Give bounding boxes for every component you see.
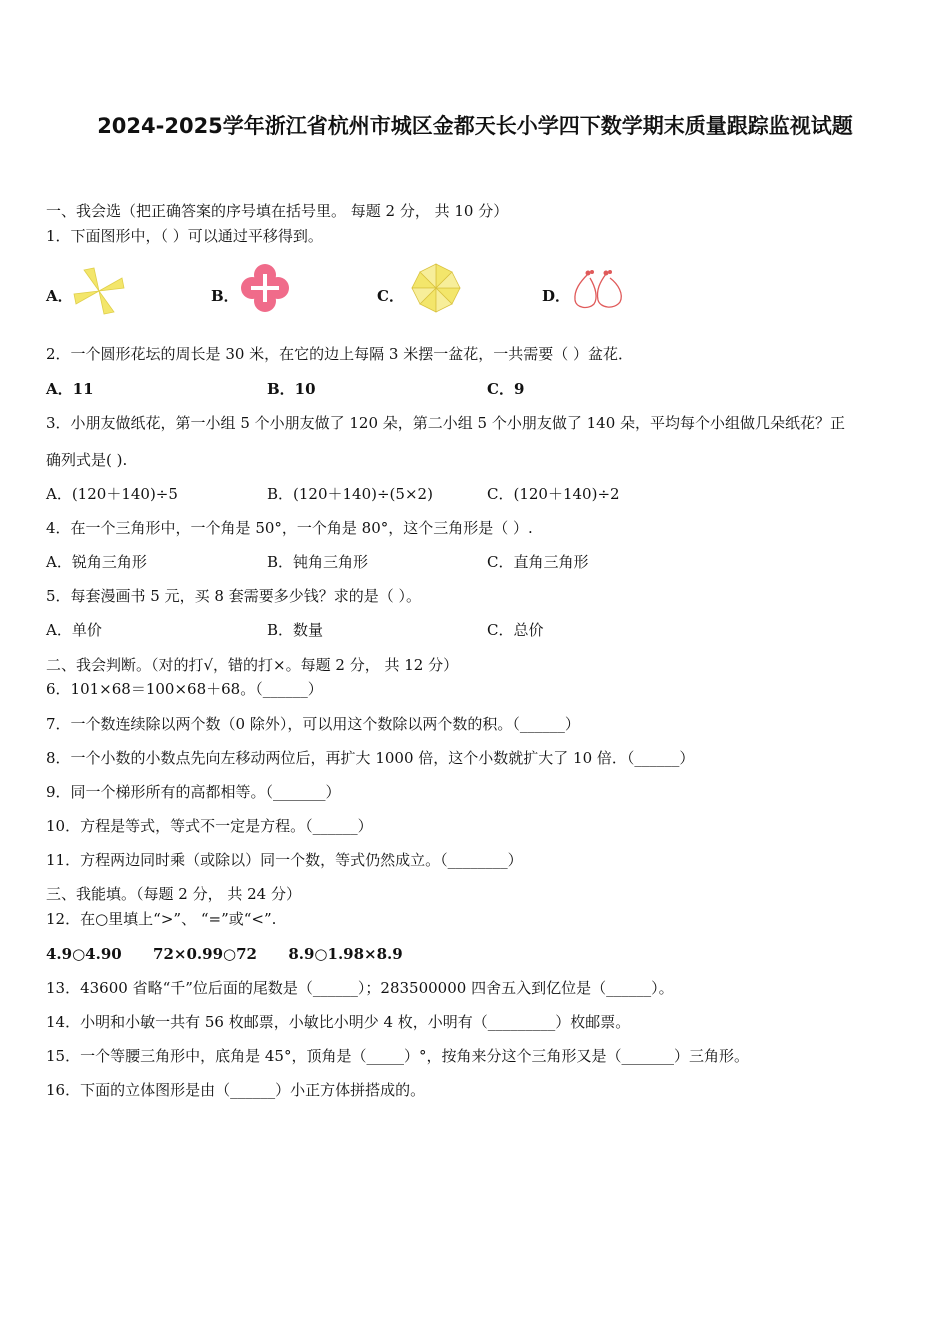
q3-option-a: A．(120＋140)÷5 [46,485,178,503]
question-10: 10．方程是等式，等式不一定是方程。（______） [46,817,373,835]
question-12: 12．在○里填上“>”、 “=”或“<”. [46,910,277,928]
question-9: 9．同一个梯形所有的高都相等。（_______） [46,783,341,801]
q5-option-c: C．总价 [487,621,544,639]
page-title: 2024-2025学年浙江省杭州市城区金都天长小学四下数学期末质量跟踪监视试题 [97,114,853,138]
question-1: 1．下面图形中，（ ）可以通过平移得到。 [46,227,323,245]
q5-option-b: B．数量 [267,621,324,639]
q4-option-c: C．直角三角形 [487,553,589,571]
question-3-line-1: 3．小朋友做纸花，第一小组 5 个小朋友做了 120 朵，第二小组 5 个小朋友做了 140 朵，平均每个小组做几朵纸花？正 [46,414,846,432]
section-1-heading: 一、我会选（把正确答案的序号填在括号里。 每题 2 分， 共 10 分） [46,202,509,220]
q5-option-a: A．单价 [46,621,102,639]
question-14: 14．小明和小敏一共有 56 枚邮票，小敏比小明少 4 枚，小明有（_________）枚邮票。 [46,1013,631,1031]
pinwheel-figure-a [70,264,128,318]
q1-label-b: B． [211,287,239,305]
q4-option-a: A．锐角三角形 [46,553,147,571]
question-16: 16．下面的立体图形是由（______）小正方体拼搭成的。 [46,1081,426,1099]
question-2: 2．一个圆形花坛的周长是 30 米，在它的边上每隔 3 米摆一盆花，一共需要（ ）盆花． [46,345,634,363]
flower-figure-b [238,262,292,314]
q3-option-b: B．(120＋140)÷(5×2) [267,485,433,503]
pinwheel-figure-c [408,262,464,314]
q1-label-d: D． [542,287,571,305]
q2-option-b: B．10 [267,380,316,398]
q1-label-a: A． [46,287,73,305]
question-13: 13．43600 省略“千”位后面的尾数是（______）；283500000 四舍五入到亿位是（______）。 [46,979,674,997]
q2-option-a: A．11 [46,380,94,398]
section-3-heading: 三、我能填。（每题 2 分， 共 24 分） [46,885,301,903]
question-15: 15．一个等腰三角形中，底角是 45°，顶角是（_____）°，按角来分这个三角形又是（_______）三角形。 [46,1047,749,1065]
question-8: 8．一个小数的小数点先向左移动两位后，再扩大 1000 倍，这个小数就扩大了 10 倍．（______） [46,749,695,767]
q1-label-c: C． [377,287,404,305]
q4-option-b: B．钝角三角形 [267,553,369,571]
question-12-items: 4.9○4.90 72×0.99○72 8.9○1.98×8.9 [46,945,403,963]
question-4: 4．在一个三角形中，一个角是 50°，一个角是 80°，这个三角形是（ ）. [46,519,533,537]
hens-figure-d [570,268,626,312]
question-11: 11．方程两边同时乘（或除以）同一个数，等式仍然成立。（________） [46,851,523,869]
section-2-heading: 二、我会判断。（对的打√，错的打×。每题 2 分， 共 12 分） [46,656,459,674]
question-7: 7．一个数连续除以两个数（0 除外），可以用这个数除以两个数的积。（______） [46,715,580,733]
q2-option-c: C．9 [487,380,525,398]
question-3-line-2: 确列式是( ). [46,451,128,469]
question-6: 6．101×68＝100×68＋68。（______） [46,680,323,698]
question-5: 5．每套漫画书 5 元，买 8 套需要多少钱？求的是（ ）。 [46,587,421,605]
q3-option-c: C．(120＋140)÷2 [487,485,620,503]
